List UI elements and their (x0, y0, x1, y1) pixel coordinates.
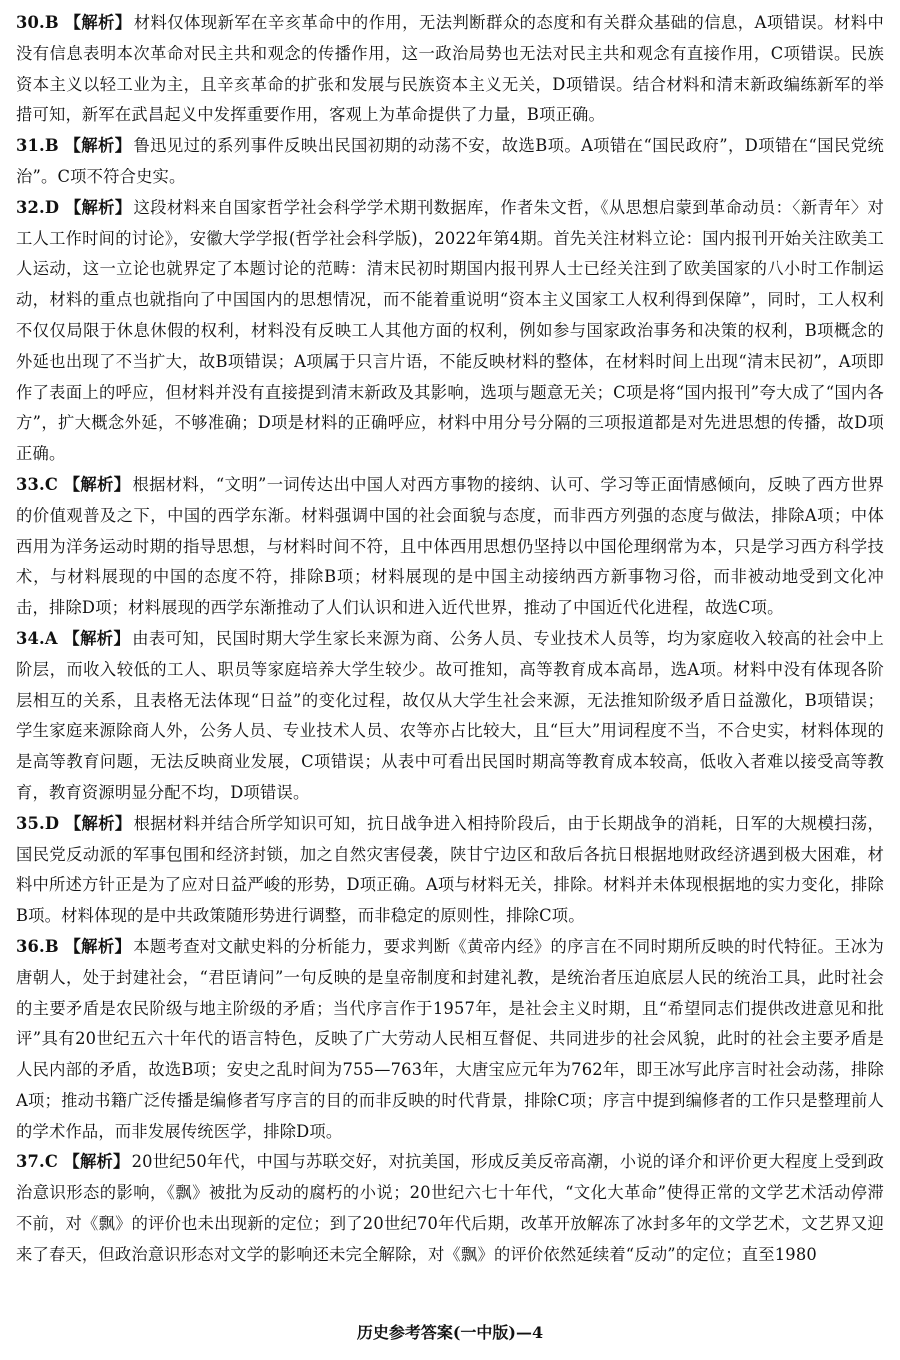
analysis-tag: 【解析】 (64, 813, 132, 833)
answer-34 (16, 624, 884, 809)
answer-text: 20世纪50年代，中国与苏联交好，对抗美国，形成反美反帝高潮，小说的译介和评价更大程度上受到政治意识形态的影响，《飘》被批为反动的腐朽的小说；20世纪六七十年代，“文化大革命”使得正常的文学艺术活动停滞不前，对《飘》的评价也未出现新的定位；到了20世纪70年代后期，改革开放解冻了冰封多年的文学艺术，文艺界又迎来了春天，但政治意识形态对文学的影响还未完全解除，对《飘》的评价依然延续着“反动”的定位；直至1980 (16, 1152, 884, 1264)
answer-number: 34.A (16, 628, 58, 648)
answer-text: 本题考查对文献史料的分析能力，要求判断《黄帝内经》的序言在不同时期所反映的时代特征。王冰为唐朝人，处于封建社会，“君臣请问”一句反映的是皇帝制度和封建礼教，是统治者压迫底层人民的统治工具，此时社会的主要矛盾是农民阶级与地主阶级的矛盾；当代序言作于1957年，是社会主义时期，且“希望同志们提供改进意见和批评”具有20世纪五六十年代的语言特色，反映了广大劳动人民相互督促、共同进步的社会风貌，此时的社会主要矛盾是人民内部的矛盾，故选B项；安史之乱时间为755—763年，大唐宝应元年为762年，即王冰写此序言时社会动荡，排除A项；推动书籍广泛传播是编修者写序言的目的而非反映的时代背景，排除C项；序言中提到编修者的工作只是整理前人的学术作品，而非发展传统医学，排除D项。 (16, 936, 884, 1141)
page-footer: 历史参考答案(一中版)—4 (356, 1323, 544, 1342)
analysis-tag: 【解析】 (64, 136, 132, 156)
analysis-tag: 【解析】 (64, 197, 132, 217)
answer-number: 31.B (16, 136, 59, 156)
answer-number: 33.C (16, 474, 59, 494)
answer-text: 根据材料，“文明”一词传达出中国人对西方事物的接纳、认可、学习等正面情感倾向，反映了西方世界的价值观普及之下，中国的西学东渐。材料强调中国的社会面貌与态度，而非西方列强的态度与做法，排除A项；中体西用为洋务运动时期的指导思想，与材料时间不符，且中体西用思想仍坚持以中国伦理纲常为本，只是学习西方科学技术，与材料展现的中国的态度不符，排除B项；材料展现的是中国主动接纳西方新事物习俗，而非被动地受到文化冲击，排除D项；材料展现的西学东渐推动了人们认识和进入近代世界，推动了中国近代化进程，故选C项。 (16, 474, 884, 618)
answer-text: 鲁迅见过的系列事件反映出民国初期的动荡不安，故选B项。A项错在“国民政府”，D项错在“国民党统治”。C项不符合史实。 (16, 136, 884, 186)
answer-page (16, 8, 884, 1271)
answer-35 (16, 809, 884, 932)
answer-31 (16, 131, 884, 193)
answer-text: 这段材料来自国家哲学社会科学学术期刊数据库，作者朱文哲，《从思想启蒙到革命动员：〈新青年〉对工人工作时间的讨论》，安徽大学学报(哲学社会科学版)，2022年第4期。首先关注材料立论：国内报刊开始关注欧美工人运动，这一立论也就界定了本题讨论的范畴：清末民初时期国内报刊界人士已经关注到了欧美国家的八小时工作制运动，材料的重点也就指向了中国国内的思想情况，而不能着重说明“资本主义国家工人权利得到保障”，同时，工人权利不仅仅局限于休息休假的权利，材料没有反映工人其他方面的权利，例如参与国家政治事务和决策的权利，B项概念的外延也出现了不当扩大，故B项错误；A项属于只言片语，不能反映材料的整体，在材料时间上出现“清末民初”，A项即作了表面上的呼应，但材料并没有直接提到清末新政及其影响，选项与题意无关；C项是将“国内报刊”夸大成了“国内各方”，扩大概念外延，不够准确；D项是材料的正确呼应，材料中用分号分隔的三项报道都是对先进思想的传播，故D项正确。 (16, 197, 884, 464)
answer-text: 由表可知，民国时期大学生家长来源为商、公务人员、专业技术人员等，均为家庭收入较高的社会中上阶层，而收入较低的工人、职员等家庭培养大学生较少。故可推知，高等教育成本高昂，选A项。材料中没有体现各阶层相互的关系，且表格无法体现“日益”的变化过程，故仅从大学生社会来源，无法推知阶级矛盾日益激化，B项错误；学生家庭来源除商人外，公务人员、专业技术人员、农等亦占比较大，且“巨大”用词程度不当，不合史实，材料体现的是高等教育问题，无法反映商业发展，C项错误；从表中可看出民国时期高等教育成本较高，低收入者难以接受高等教育，教育资源明显分配不均，D项错误。 (16, 628, 884, 802)
answer-33 (16, 470, 884, 624)
answer-number: 32.D (16, 197, 60, 217)
analysis-tag: 【解析】 (64, 13, 132, 32)
analysis-tag: 【解析】 (63, 1152, 130, 1172)
answer-text: 根据材料并结合所学知识可知，抗日战争进入相持阶段后，由于长期战争的消耗，日军的大规模扫荡，国民党反动派的军事包围和经济封锁，加之自然灾害侵袭，陕甘宁边区和敌后各抗日根据地财政经济遇到极大困难，材料中所述方针正是为了应对日益严峻的形势，D项正确。A项与材料无关，排除。材料并未体现根据地的实力变化，排除B项。材料体现的是中共政策随形势进行调整，而非稳定的原则性，排除C项。 (16, 813, 884, 926)
answer-30 (16, 8, 884, 131)
answer-37 (16, 1147, 884, 1270)
analysis-tag: 【解析】 (63, 474, 131, 494)
answer-text: 材料仅体现新军在辛亥革命中的作用，无法判断群众的态度和有关群众基础的信息，A项错误。材料中没有信息表明本次革命对民主共和观念的传播作用，这一政治局势也无法对民主共和观念有直接作用，C项错误。民族资本主义以轻工业为主，且辛亥革命的扩张和发展与民族资本主义无关，D项错误。结合材料和清末新政编练新军的举措可知，新军在武昌起义中发挥重要作用，客观上为革命提供了力量，B项正确。 (16, 13, 884, 125)
answer-36 (16, 932, 884, 1148)
analysis-tag: 【解析】 (63, 628, 131, 648)
answer-number: 35.D (16, 813, 60, 833)
answer-number: 36.B (16, 936, 59, 956)
answer-number: 30.B (16, 13, 59, 32)
analysis-tag: 【解析】 (64, 936, 132, 956)
answer-number: 37.C (16, 1152, 59, 1172)
answer-32 (16, 193, 884, 470)
